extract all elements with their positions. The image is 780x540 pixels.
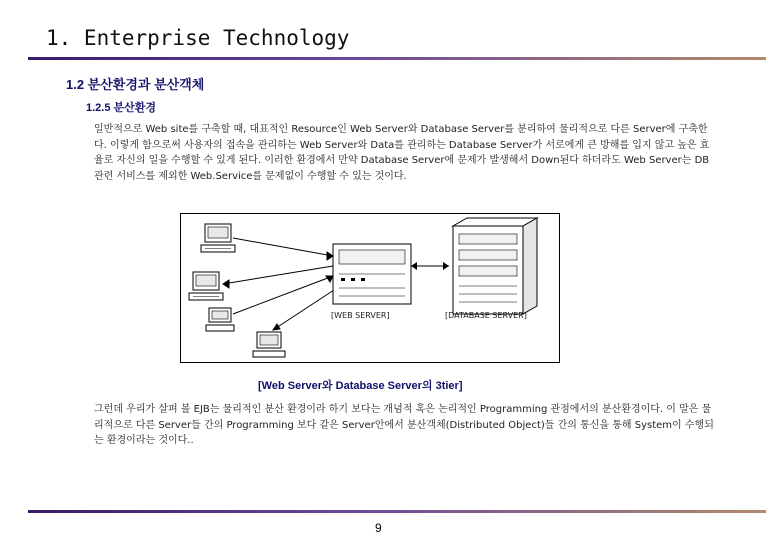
database-server-icon xyxy=(453,218,537,314)
diagram-canvas xyxy=(181,214,559,362)
footer-divider xyxy=(28,510,766,513)
title-divider xyxy=(28,57,766,60)
subsection-heading: 1.2.5 분산환경 xyxy=(86,102,157,114)
client-computer-icon xyxy=(206,308,234,331)
figure-caption: [Web Server와 Database Server의 3tier] xyxy=(258,380,463,392)
architecture-diagram xyxy=(180,213,560,363)
web-server-icon xyxy=(333,244,411,304)
intro-paragraph: 일반적으로 Web site를 구축할 때, 대표적인 Resource인 Web Server와 Database Server를 분리하여 물리적으로 다른 Server에 구축한다. 이렇게 함으로써 사용자의 접속을 관리하는 Web Server와 Data를 관리하는 Database Server가 서로에게 큰 방해를 입지 않고 높은 효율로 자신의 일을 수행할 수 있게 된다. 이러한 환경에서 만약 Database Server에 문제가 발생해서 Down된다 하더라도 Web Server는 DB관련 서비스를 제외한 Web.Service를 문제없이 수행할 수 있는 것이다. xyxy=(94,124,710,182)
database-server-label: [DATABASE SERVER] xyxy=(445,311,527,320)
client-computer-icon xyxy=(201,224,235,252)
server-connection-arrow xyxy=(411,262,449,270)
client-computer-icon xyxy=(189,272,223,300)
web-server-label: [WEB SERVER] xyxy=(331,311,390,320)
page-number: 9 xyxy=(375,521,382,535)
client-computer-icon xyxy=(253,332,285,357)
client-connection-arrows xyxy=(223,238,337,330)
section-heading: 1.2 분산환경과 분산객체 xyxy=(66,77,205,92)
closing-paragraph: 그런데 우리가 살펴 볼 EJB는 물리적인 분산 환경이라 하기 보다는 개념적 혹은 논리적인 Programming 관점에서의 분산환경이다. 이 말은 물리적으로 다른 Server들 간의 Programming 보다 같은 Server안에서 분산객체(Distributed Object)들 간의 통신을 통해 System이 수행되는 환경이라는 것이다.. xyxy=(94,404,714,446)
slide-title: 1. Enterprise Technology xyxy=(46,26,350,50)
